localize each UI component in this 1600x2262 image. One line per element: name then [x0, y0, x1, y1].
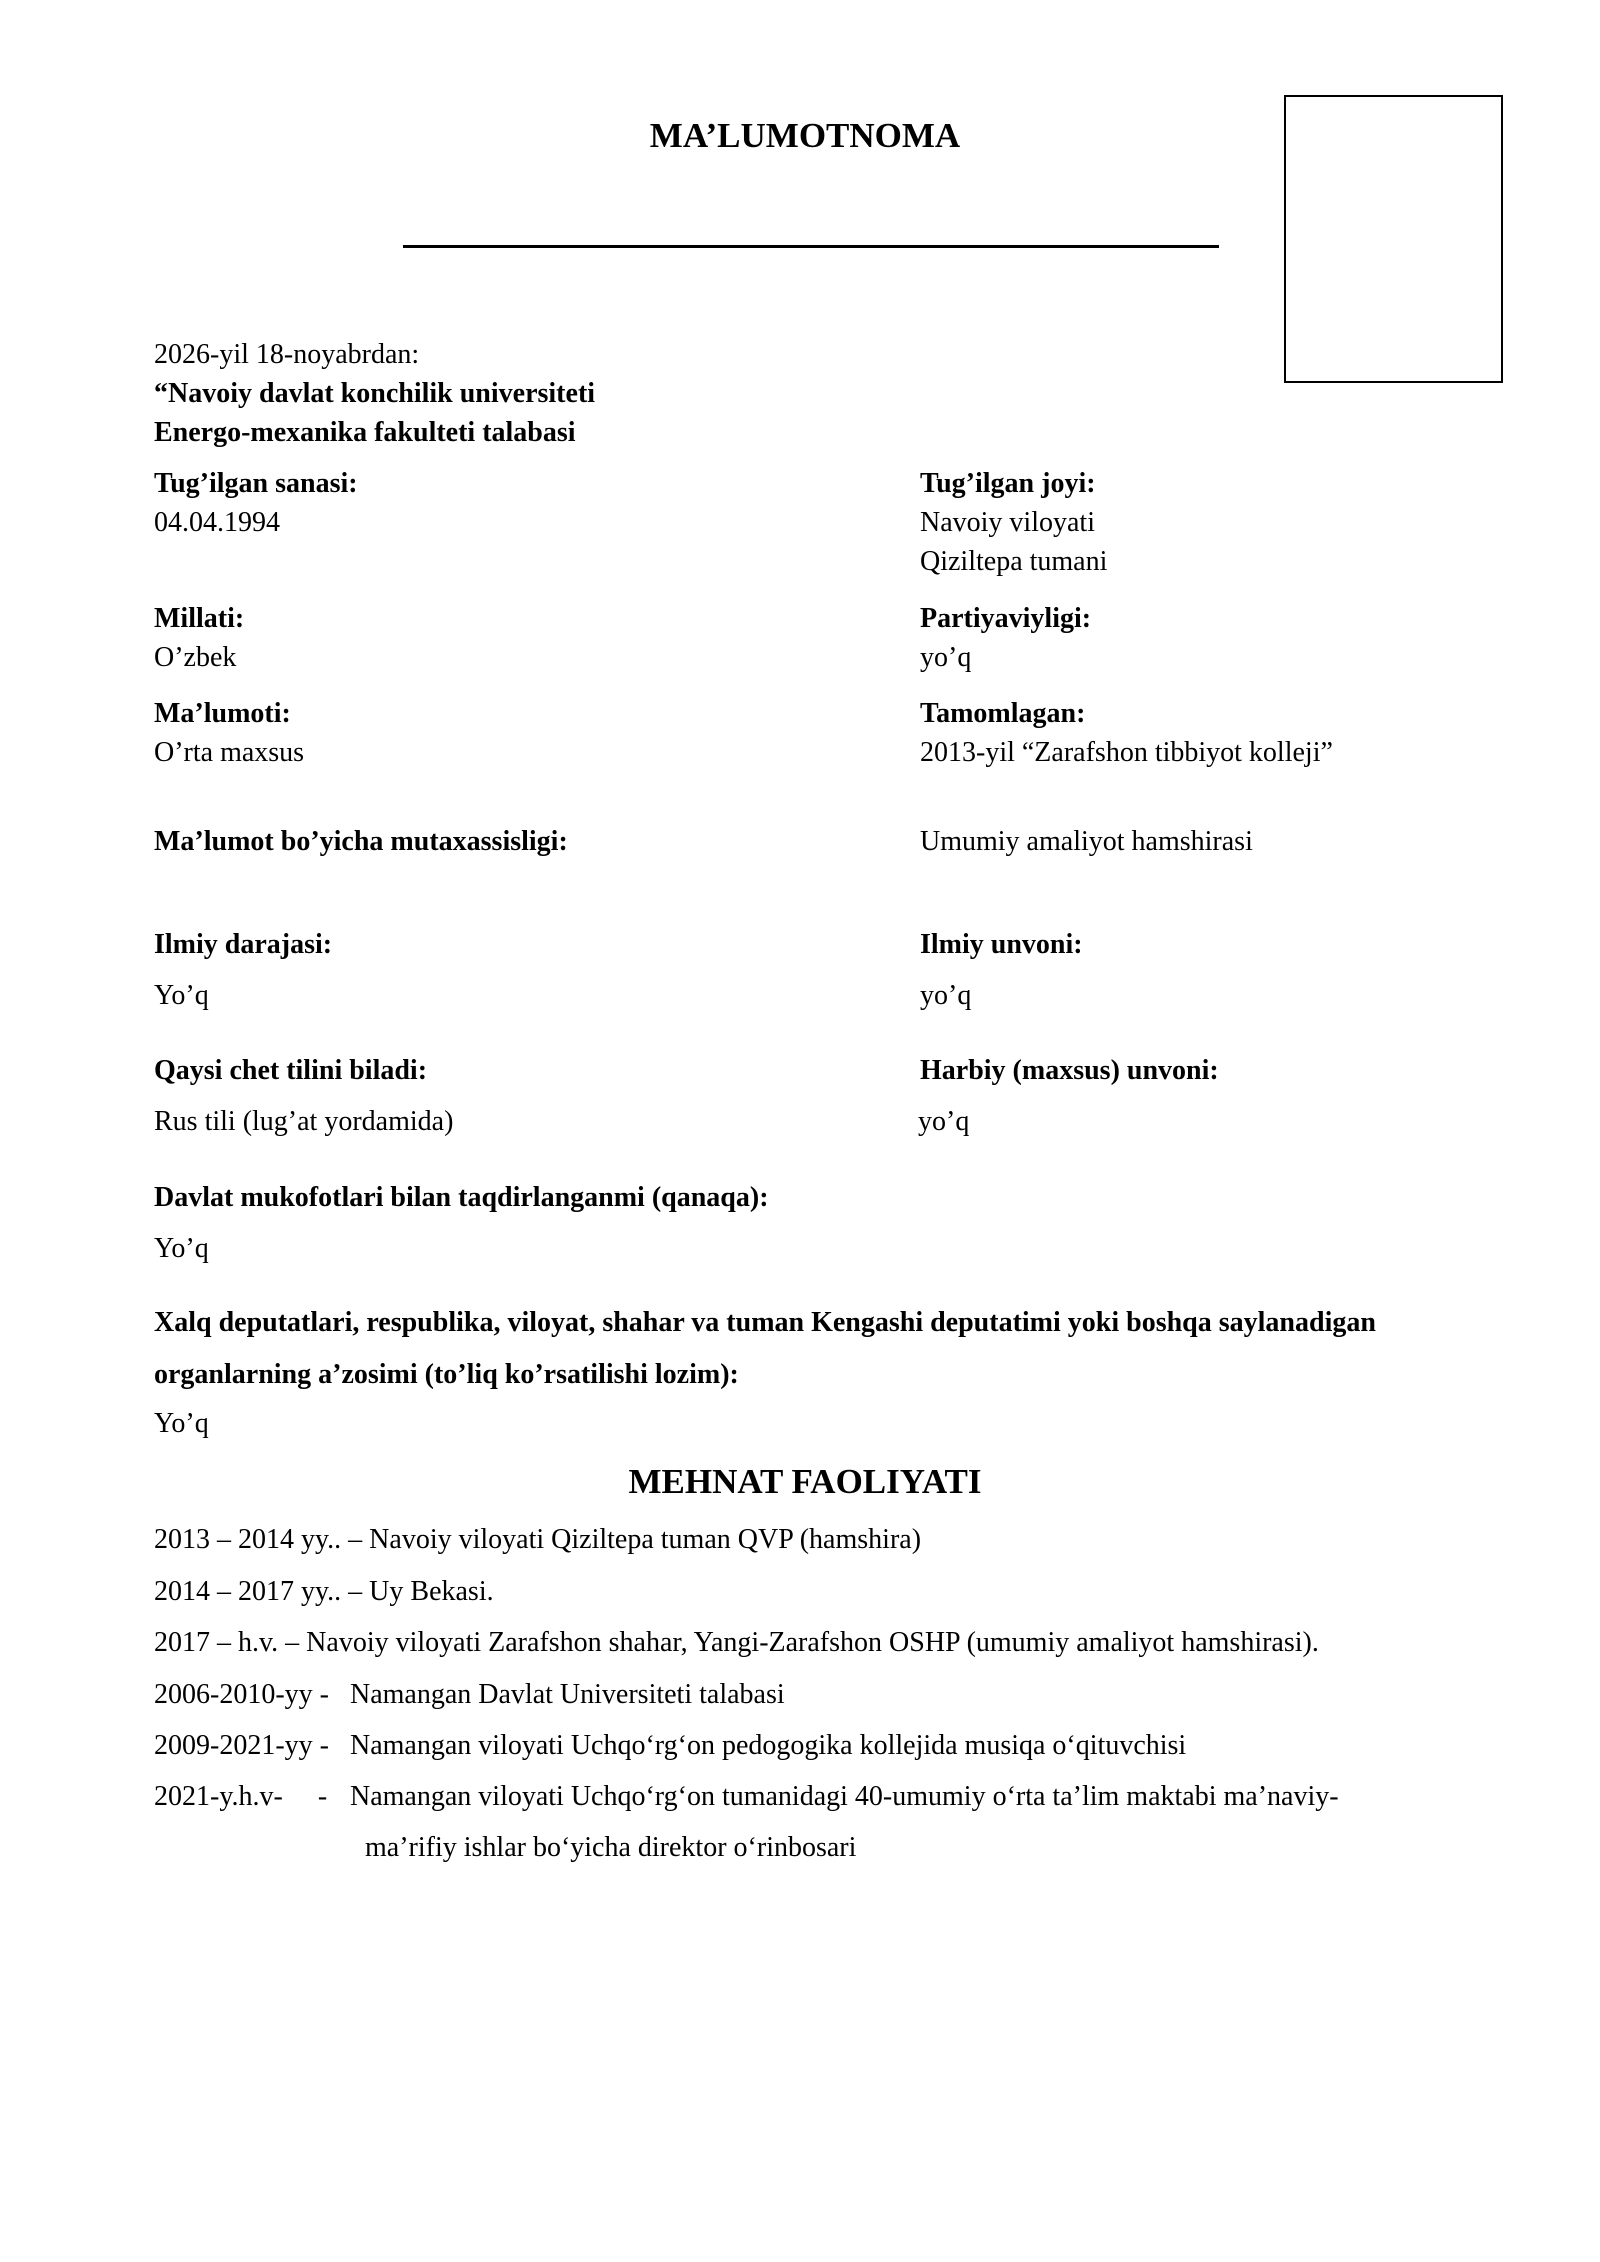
- work-entry: [154, 1727, 1186, 1765]
- work-entry-period: 2009-2021-yy -: [154, 1730, 329, 1761]
- name-underline: [403, 245, 1219, 248]
- degree-label: Ilmiy darajasi:: [154, 929, 333, 960]
- languages-label: Qaysi chet tilini biladi:: [154, 1055, 428, 1086]
- work-entry: 2014 – 2017 yy.. – Uy Bekasi.: [154, 1576, 494, 1607]
- party-label: Partiyaviyligi:: [920, 603, 1092, 634]
- birth-date-label: Tug’ilgan sanasi:: [154, 468, 358, 499]
- work-entry: 2013 – 2014 yy.. – Navoiy viloyati Qiziltepa tuman QVP (hamshira): [154, 1524, 922, 1555]
- education-value: O’rta maxsus: [154, 737, 305, 768]
- birth-date-value: 04.04.1994: [154, 507, 280, 538]
- deputy-label-line-2: organlarning a’zosimi (to’liq ko’rsatilishi lozim):: [154, 1359, 739, 1390]
- work-entry-description-continued: ma’rifiy ishlar bo‘yicha direktor o‘rinbosari: [365, 1832, 857, 1863]
- birth-place-value-2: Qiziltepa tumani: [920, 546, 1108, 577]
- work-entry-description: Namangan viloyati Uchqo‘rg‘on pedogogika kollejida musiqa o‘qituvchisi: [350, 1730, 1187, 1761]
- military-rank-label: Harbiy (maxsus) unvoni:: [920, 1055, 1219, 1086]
- nationality-label: Millati:: [154, 603, 245, 634]
- graduated-value: 2013-yil “Zarafshon tibbiyot kolleji”: [920, 737, 1333, 768]
- date-line: 2026-yil 18-noyabrdan:: [154, 339, 420, 370]
- specialty-value: Umumiy amaliyot hamshirasi: [920, 826, 1253, 857]
- photo-placeholder: [1284, 95, 1503, 383]
- work-entry-period: 2006-2010-yy -: [154, 1679, 329, 1710]
- work-entry: 2017 – h.v. – Navoiy viloyati Zarafshon shahar, Yangi-Zarafshon OSHP (umumiy amaliyot hamshirasi).: [154, 1627, 1319, 1658]
- education-label: Ma’lumoti:: [154, 698, 291, 729]
- awards-value: Yo’q: [154, 1233, 209, 1264]
- nationality-value: O’zbek: [154, 642, 237, 673]
- languages-value: Rus tili (lug’at yordamida): [154, 1106, 454, 1137]
- work-entry: [154, 1676, 785, 1714]
- work-entry-period: 2021-y.h.v- -: [154, 1781, 328, 1812]
- work-section-title: MEHNAT FAOLIYATI: [628, 1462, 982, 1501]
- academic-title-value: yo’q: [920, 980, 972, 1011]
- deputy-value: Yo’q: [154, 1408, 209, 1439]
- work-entry-description: Namangan viloyati Uchqo‘rg‘on tumanidagi 40-umumiy o‘rta ta’lim maktabi ma’naviy-: [350, 1781, 1339, 1812]
- awards-label: Davlat mukofotlari bilan taqdirlanganmi (qanaqa):: [154, 1182, 769, 1213]
- graduated-label: Tamomlagan:: [920, 698, 1086, 729]
- work-entry-description: Namangan Davlat Universiteti talabasi: [350, 1679, 785, 1710]
- birth-place-label: Tug’ilgan joyi:: [920, 468, 1096, 499]
- military-rank-value: yo’q: [918, 1106, 970, 1137]
- specialty-label: Ma’lumot bo’yicha mutaxassisligi:: [154, 826, 568, 857]
- party-value: yo’q: [920, 642, 972, 673]
- deputy-label-line-1: Xalq deputatlari, respublika, viloyat, shahar va tuman Kengashi deputatimi yoki boshqa saylanadigan: [154, 1307, 1376, 1338]
- academic-title-label: Ilmiy unvoni:: [920, 929, 1083, 960]
- org-line-1: “Navoiy davlat konchilik universiteti: [154, 378, 596, 409]
- work-entry: [154, 1778, 1339, 1816]
- degree-value: Yo’q: [154, 980, 209, 1011]
- org-line-2: Energo-mexanika fakulteti talabasi: [154, 417, 576, 448]
- birth-place-value-1: Navoiy viloyati: [920, 507, 1095, 538]
- document-title: MA’LUMOTNOMA: [649, 116, 961, 155]
